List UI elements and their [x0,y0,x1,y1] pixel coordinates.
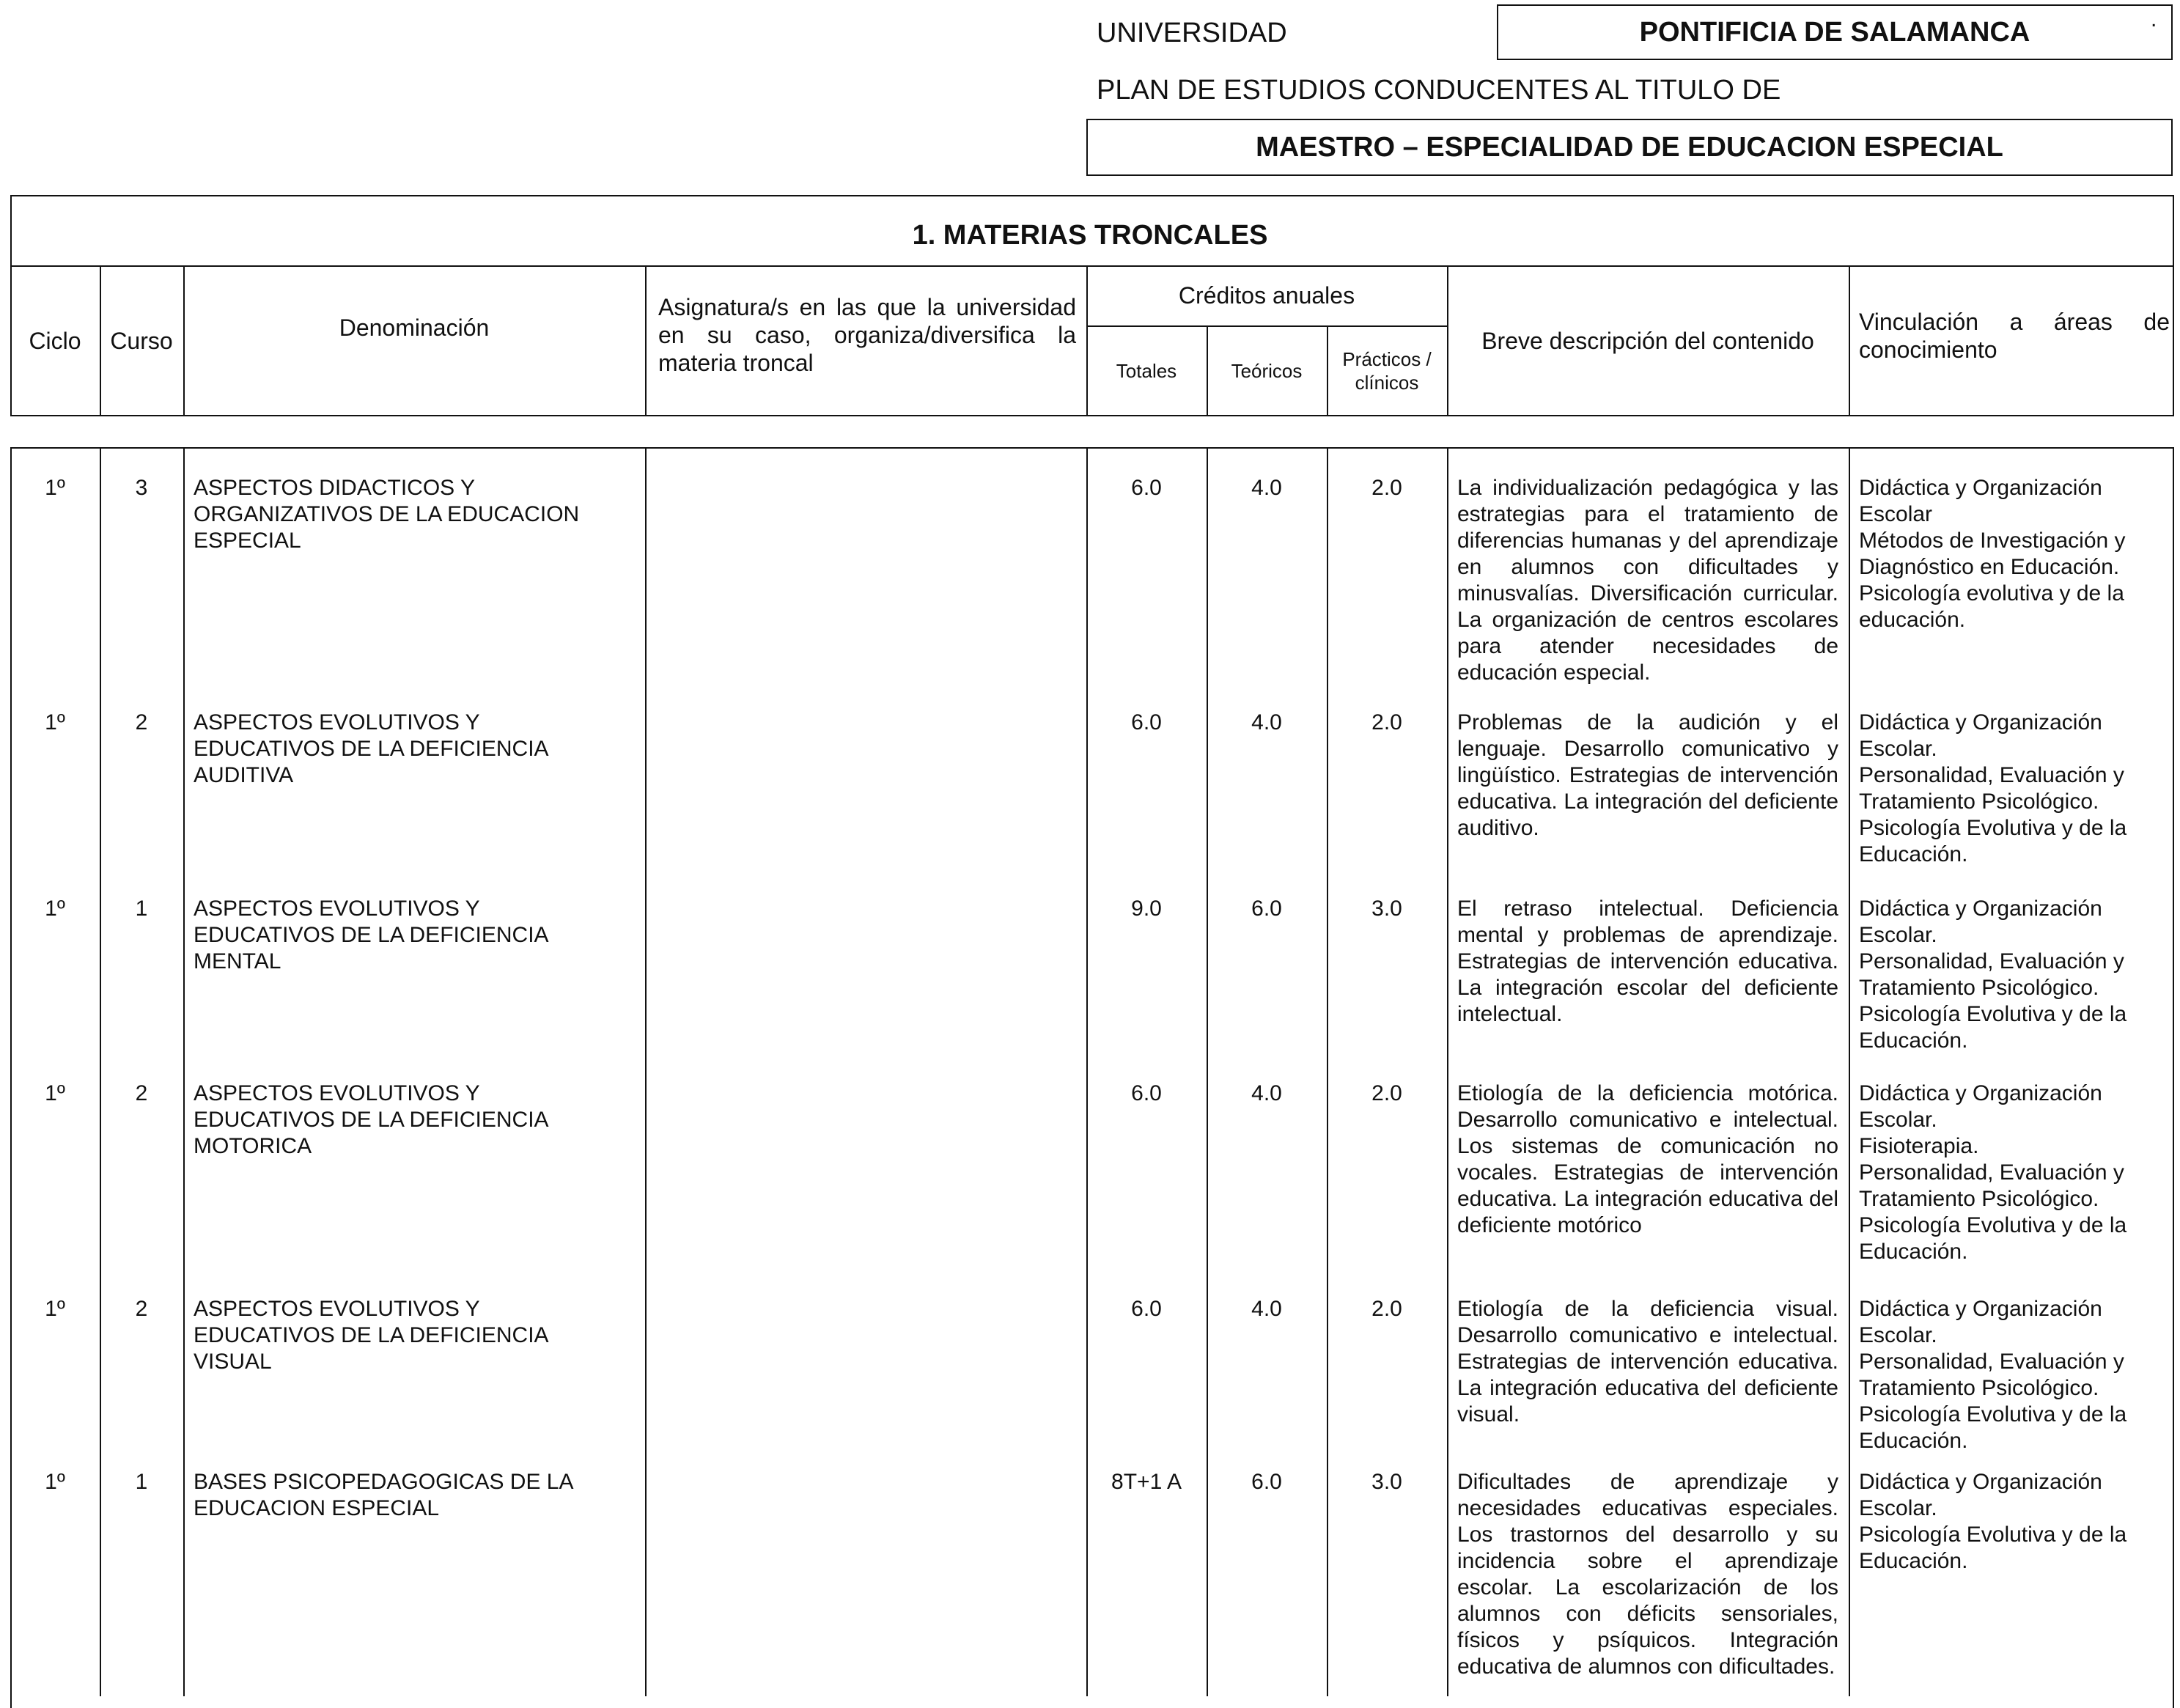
col-creditos: Créditos anuales [1178,281,1355,309]
col-practicos-line1: Prácticos / [1342,348,1432,370]
vinculacion-item: Psicología Evolutiva y de la Educación. [1859,1523,2127,1573]
cell-curso: 3 [135,476,148,500]
cell-curso: 2 [135,710,148,735]
col-sep [100,447,101,1696]
col-sep [645,447,647,1696]
cell-totales: 6.0 [1131,1297,1162,1321]
table-title: 1. MATERIAS TRONCALES [912,220,1268,251]
cell-practicos: 3.0 [1371,1470,1402,1494]
col-sep [1327,447,1328,1696]
cell-vinculacion [1859,1469,2164,1575]
cell-ciclo: 1º [45,1470,65,1494]
cell-curso: 1 [135,897,148,921]
vinculacion-item: Psicología Evolutiva y de la Educación. [1859,1213,2127,1264]
cell-ciclo: 1º [45,1081,65,1105]
col-practicos-line2: clínicos [1355,372,1419,394]
cell-practicos: 3.0 [1371,897,1402,921]
col-sep [1849,447,1850,1696]
col-curso: Curso [110,327,173,354]
col-sep [183,447,185,1696]
col-sep [1447,447,1448,1696]
vinculacion-item: Métodos de Investigación y Diagnóstico en Educación. [1859,529,2126,579]
cell-vinculacion [1859,1081,2164,1265]
cell-denominacion: ASPECTOS EVOLUTIVOS Y EDUCATIVOS DE LA DEFICIENCIA MENTAL [194,897,548,973]
vinculacion-item: Personalidad, Evaluación y Tratamiento Psicológico. [1859,1350,2124,1400]
cell-denominacion: ASPECTOS EVOLUTIVOS Y EDUCATIVOS DE LA DEFICIENCIA MOTORICA [194,1081,548,1158]
cell-teoricos: 4.0 [1251,710,1282,735]
cell-denominacion: ASPECTOS DIDACTICOS Y ORGANIZATIVOS DE LA EDUCACION ESPECIAL [194,476,580,553]
cell-descripcion: La individualización pedagógica y las estrategias para el tratamiento de diferencias humanas y del aprendizaje en alumnos con dificultades y minusvalías. Diversificación curricular. La organización de centros escolares para atender necesidades de educación especial. [1457,476,1838,685]
cell-practicos: 2.0 [1371,1297,1402,1321]
cell-totales: 9.0 [1131,897,1162,921]
universidad-label: UNIVERSIDAD [1097,18,1287,48]
col-sep [1849,265,1850,416]
cell-teoricos: 4.0 [1251,1081,1282,1105]
cell-totales: 6.0 [1131,710,1162,735]
cell-descripcion: Problemas de la audición y el lenguaje. Desarrollo comunicativo y lingüístico. Estrategias de intervención educativa. La integración del deficiente auditivo. [1457,710,1838,840]
col-ciclo: Ciclo [29,327,81,354]
col-sep [1207,447,1208,1696]
cell-denominacion: BASES PSICOPEDAGOGICAS DE LA EDUCACION ESPECIAL [194,1470,572,1520]
cell-vinculacion [1859,896,2164,1054]
cell-denominacion: ASPECTOS EVOLUTIVOS Y EDUCATIVOS DE LA DEFICIENCIA VISUAL [194,1297,548,1374]
vinculacion-item: Didáctica y Organización Escolar [1859,476,2102,526]
vinculacion-item: Psicología evolutiva y de la educación. [1859,581,2124,632]
vinculacion-item: Didáctica y Organización Escolar. [1859,1470,2102,1520]
vinculacion-item: Psicología Evolutiva y de la Educación. [1859,1402,2127,1453]
cell-teoricos: 6.0 [1251,897,1282,921]
cell-descripcion: Etiología de la deficiencia motórica. Desarrollo comunicativo e intelectual. Los sistemas de comunicación no vocales. Estrategias de intervención educativa. La integración educativa del deficiente motórico [1457,1081,1838,1237]
vinculacion-item: Didáctica y Organización Escolar. [1859,710,2102,761]
col-teoricos: Teóricos [1231,360,1303,382]
cell-totales: 6.0 [1131,476,1162,500]
stray-mark: . [2151,7,2157,32]
cell-descripcion: El retraso intelectual. Deficiencia mental y problemas de aprendizaje. Estrategias de intervención educativa. La integración escolar del deficiente intelectual. [1457,897,1838,1026]
col-sep [1086,447,1088,1696]
cell-practicos: 2.0 [1371,476,1402,500]
vinculacion-item: Personalidad, Evaluación y Tratamiento Psicológico. [1859,763,2124,814]
cell-ciclo: 1º [45,1297,65,1321]
cell-teoricos: 4.0 [1251,476,1282,500]
cell-descripcion: Dificultades de aprendizaje y necesidades educativas especiales. Los trastornos del desarrollo y su incidencia sobre el aprendizaje escolar. La escolarización de los alumnos con déficits sensoriales, físicos y psíquicos. Integración educativa de alumnos con dificultades. [1457,1470,1838,1679]
cell-teoricos: 6.0 [1251,1470,1282,1494]
cell-curso: 2 [135,1081,148,1105]
vinculacion-item: Psicología Evolutiva y de la Educación. [1859,816,2127,866]
cell-ciclo: 1º [45,897,65,921]
cell-practicos: 2.0 [1371,1081,1402,1105]
cell-ciclo: 1º [45,710,65,735]
col-practicos [1327,325,1447,416]
col-descripcion: Breve descripción del contenido [1481,327,1814,354]
cell-vinculacion [1859,1296,2164,1454]
cell-descripcion: Etiología de la deficiencia visual. Desarrollo comunicativo e intelectual. Estrategias de intervención educativa. La integración educativa del deficiente visual. [1457,1297,1838,1427]
cell-teoricos: 4.0 [1251,1297,1282,1321]
cell-curso: 2 [135,1297,148,1321]
vinculacion-item: Personalidad, Evaluación y Tratamiento Psicológico. [1859,1160,2124,1211]
col-sep [645,265,647,416]
vinculacion-item: Didáctica y Organización Escolar. [1859,1081,2102,1132]
cell-totales: 6.0 [1131,1081,1162,1105]
vinculacion-item: Didáctica y Organización Escolar. [1859,1297,2102,1347]
cell-denominacion: ASPECTOS EVOLUTIVOS Y EDUCATIVOS DE LA DEFICIENCIA AUDITIVA [194,710,548,787]
col-vinculacion: Vinculación a áreas de conocimiento [1859,309,2170,363]
col-asignatura: Asignatura/s en las que la universidad en su caso, organiza/diversifica la materia troncal [658,294,1076,376]
vinculacion-item: Fisioterapia. [1859,1134,1979,1158]
vinculacion-item: Personalidad, Evaluación y Tratamiento Psicológico. [1859,949,2124,1000]
vinculacion-item: Didáctica y Organización Escolar. [1859,897,2102,947]
cell-practicos: 2.0 [1371,710,1402,735]
vinculacion-item: Psicología Evolutiva y de la Educación. [1859,1002,2127,1053]
cell-vinculacion [1859,475,2164,633]
cell-curso: 1 [135,1470,148,1494]
cell-totales: 8T+1 A [1111,1470,1182,1494]
col-totales: Totales [1116,360,1177,382]
plan-label: PLAN DE ESTUDIOS CONDUCENTES AL TITULO DE [1097,75,1781,106]
universidad-value: PONTIFICIA DE SALAMANCA [1497,4,2173,60]
titulo-value: MAESTRO – ESPECIALIDAD DE EDUCACION ESPECIAL [1086,119,2173,176]
col-denominacion: Denominación [339,314,490,341]
cell-vinculacion [1859,710,2164,868]
cell-ciclo: 1º [45,476,65,500]
